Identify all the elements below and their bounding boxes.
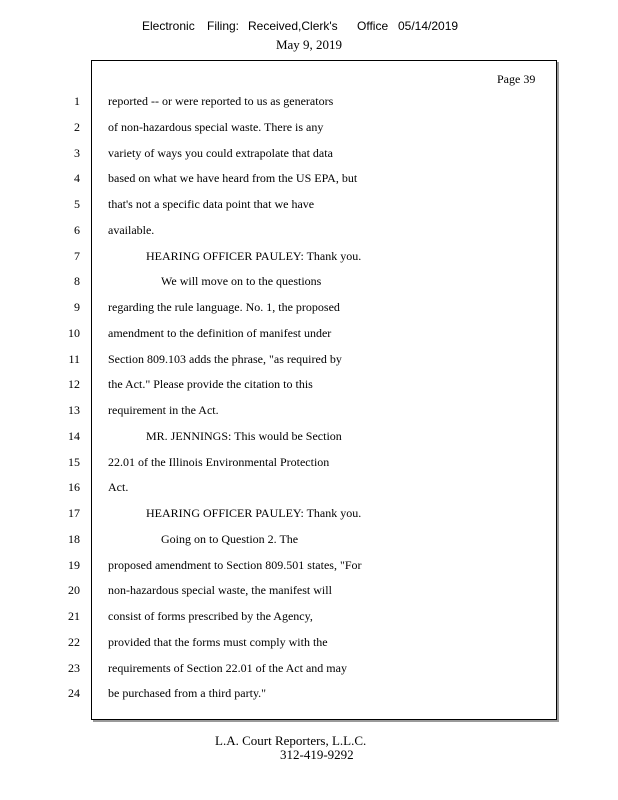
line-text: requirement in the Act. bbox=[108, 403, 219, 417]
line-text: 22.01 of the Illinois Environmental Protection bbox=[108, 455, 330, 469]
line-number: 6 bbox=[74, 223, 80, 237]
line-number: 19 bbox=[68, 558, 80, 572]
stamp-date: 05/14/2019 bbox=[398, 19, 459, 33]
footer-phone: 312-419-9292 bbox=[280, 747, 354, 762]
line-number: 3 bbox=[74, 146, 80, 160]
line-text: provided that the forms must comply with the bbox=[108, 635, 328, 649]
line-number: 8 bbox=[74, 274, 80, 288]
line-text: reported -- or were reported to us as generators bbox=[108, 94, 334, 108]
line-number: 16 bbox=[68, 480, 80, 494]
hearing-date: May 9, 2019 bbox=[275, 37, 343, 52]
line-number: 17 bbox=[68, 506, 80, 520]
line-text: available. bbox=[108, 223, 155, 237]
line-number: 18 bbox=[68, 532, 80, 546]
line-number: 2 bbox=[74, 120, 80, 134]
line-number: 15 bbox=[68, 455, 80, 469]
line-number: 10 bbox=[68, 326, 80, 340]
line-text: We will move on to the questions bbox=[161, 274, 322, 288]
line-text: Going on to Question 2. The bbox=[161, 532, 299, 546]
line-number: 11 bbox=[68, 352, 80, 366]
line-text: HEARING OFFICER PAULEY: Thank you. bbox=[146, 249, 362, 263]
stamp-received: Received,Clerk's bbox=[248, 19, 338, 33]
line-text: Section 809.103 adds the phrase, "as required by bbox=[108, 352, 342, 366]
line-text: consist of forms prescribed by the Agency, bbox=[108, 609, 313, 623]
line-number: 22 bbox=[68, 635, 80, 649]
line-number: 7 bbox=[74, 249, 80, 263]
line-text: non-hazardous special waste, the manifest will bbox=[108, 583, 332, 597]
line-text: proposed amendment to Section 809.501 states, "For bbox=[108, 558, 362, 572]
line-number: 13 bbox=[68, 403, 80, 417]
page-number: Page 39 bbox=[497, 72, 536, 86]
line-number: 23 bbox=[68, 661, 80, 675]
line-number: 9 bbox=[74, 300, 80, 314]
stamp-filing: Filing: bbox=[207, 19, 240, 33]
stamp-electronic: Electronic bbox=[142, 19, 195, 33]
line-text: be purchased from a third party." bbox=[108, 686, 267, 700]
line-text: amendment to the definition of manifest under bbox=[108, 326, 332, 340]
line-number: 24 bbox=[68, 686, 80, 700]
line-text: MR. JENNINGS: This would be Section bbox=[146, 429, 342, 443]
line-text: based on what we have heard from the US EPA, but bbox=[108, 171, 358, 185]
line-number: 1 bbox=[74, 94, 80, 108]
line-text: of non-hazardous special waste. There is any bbox=[108, 120, 324, 134]
line-text: regarding the rule language. No. 1, the proposed bbox=[108, 300, 340, 314]
footer-company: L.A. Court Reporters, L.L.C. bbox=[215, 733, 367, 748]
line-number: 5 bbox=[74, 197, 80, 211]
line-text: HEARING OFFICER PAULEY: Thank you. bbox=[146, 506, 362, 520]
line-number: 21 bbox=[68, 609, 80, 623]
stamp-office: Office bbox=[357, 19, 389, 33]
line-number: 14 bbox=[68, 429, 80, 443]
line-text: requirements of Section 22.01 of the Act and may bbox=[108, 661, 347, 675]
line-text: Act. bbox=[108, 480, 129, 494]
line-number: 12 bbox=[68, 377, 80, 391]
line-text: that's not a specific data point that we have bbox=[108, 197, 315, 211]
line-number: 20 bbox=[68, 583, 80, 597]
line-number: 4 bbox=[74, 171, 80, 185]
line-text: the Act." Please provide the citation to this bbox=[108, 377, 313, 391]
line-text: variety of ways you could extrapolate that data bbox=[108, 146, 333, 160]
